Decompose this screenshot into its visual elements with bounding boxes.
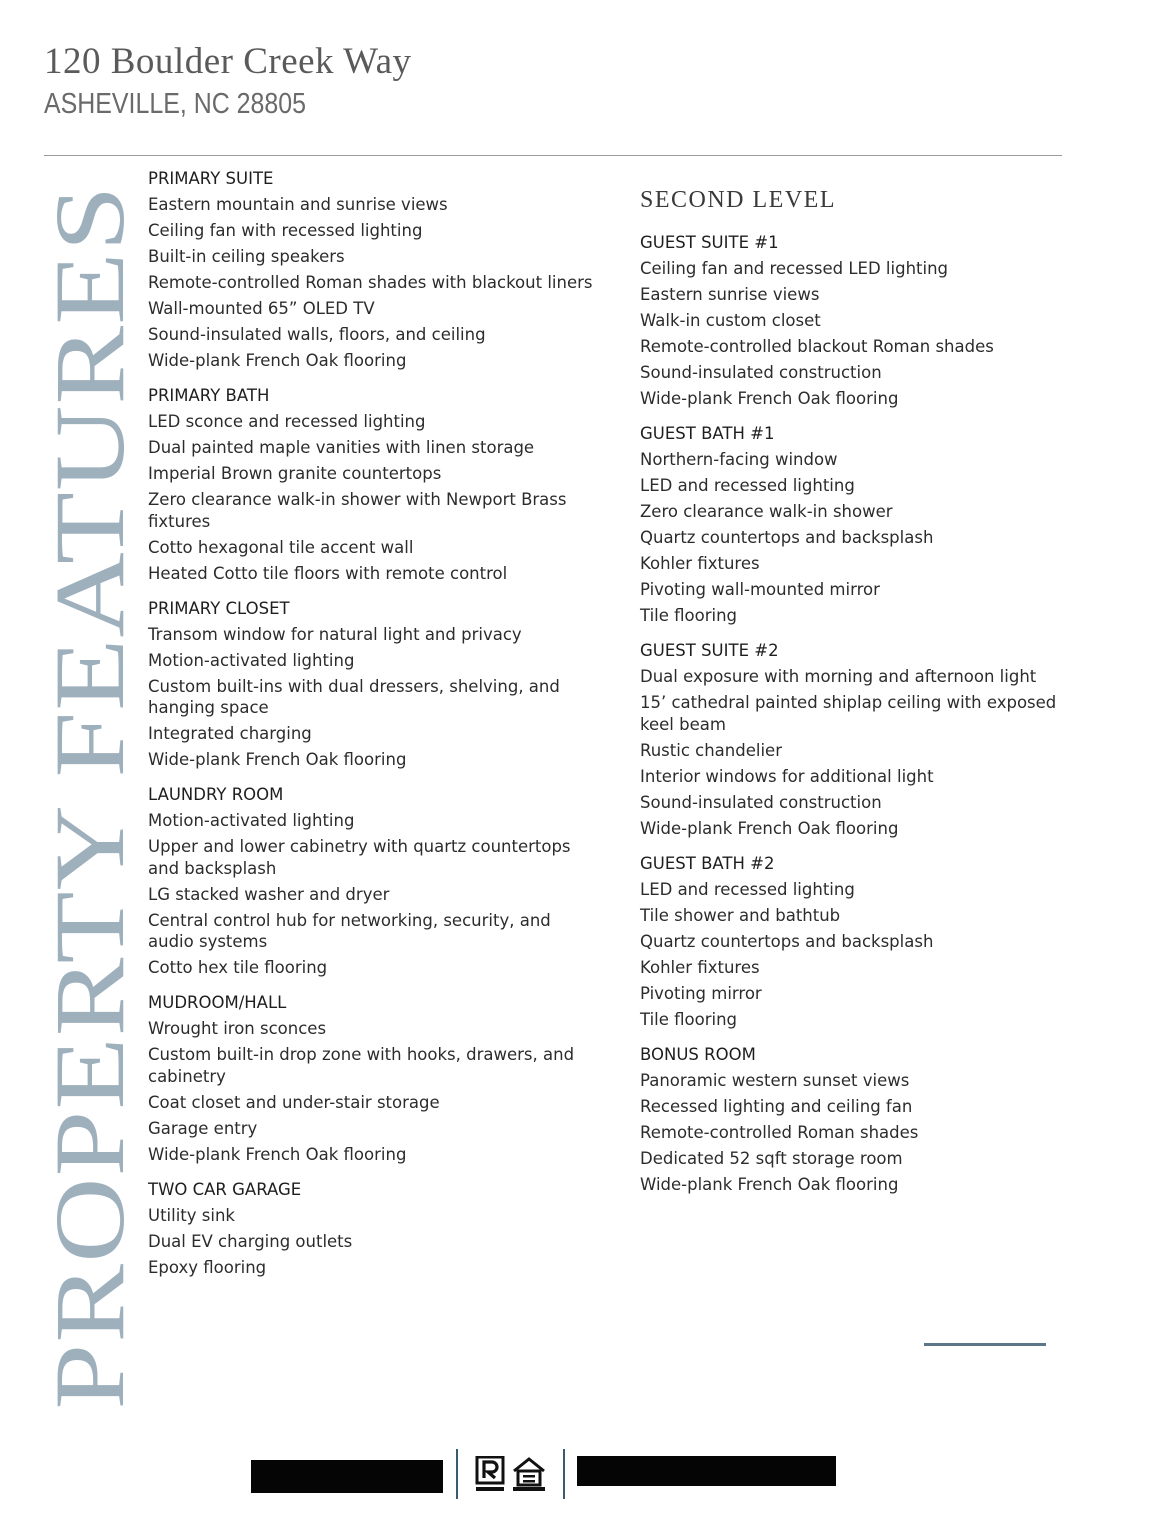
feature-item: Remote-controlled blackout Roman shades <box>640 337 994 357</box>
feature-item: Garage entry <box>148 1118 258 1138</box>
feature-item: Sound-insulated construction <box>640 363 882 383</box>
feature-item: Cotto hexagonal tile accent wall <box>148 537 414 557</box>
feature-item: Tile shower and bathtub <box>640 905 841 925</box>
footer-divider <box>563 1449 565 1499</box>
feature-item: Quartz countertops and backsplash <box>640 528 934 548</box>
feature-item: Motion-activated lighting <box>148 811 355 831</box>
feature-section <box>640 230 1080 412</box>
feature-item: LED and recessed lighting <box>640 476 855 496</box>
feature-item: Zero clearance walk-in shower <box>640 502 893 522</box>
feature-item: Sound-insulated construction <box>640 792 882 812</box>
feature-item: Heated Cotto tile floors with remote control <box>148 563 508 583</box>
footer-redacted-block-right <box>577 1456 836 1486</box>
feature-item: Dual EV charging outlets <box>148 1231 353 1251</box>
feature-item: Integrated charging <box>148 724 312 744</box>
footer-redacted-block-left <box>251 1460 443 1493</box>
feature-item: Cotto hex tile flooring <box>148 958 328 978</box>
section-heading: TWO CAR GARAGE <box>148 1179 302 1199</box>
feature-item: Recessed lighting and ceiling fan <box>640 1096 913 1116</box>
feature-item: Zero clearance walk-in shower with Newport Brass fixtures <box>148 490 567 531</box>
feature-item: Dedicated 52 sqft storage room <box>640 1148 903 1168</box>
feature-item: Wide-plank French Oak flooring <box>640 389 899 409</box>
feature-item: LG stacked washer and dryer <box>148 884 390 904</box>
address-line-2: ASHEVILLE, NC 28805 <box>44 88 307 120</box>
header-divider <box>44 155 1062 156</box>
section-heading: MUDROOM/HALL <box>148 993 287 1012</box>
feature-item: Remote-controlled Roman shades with blackout liners <box>148 273 593 293</box>
feature-section <box>640 1042 1080 1198</box>
level-heading: SECOND LEVEL <box>640 187 836 213</box>
realtor-logo-icon <box>475 1456 505 1494</box>
feature-item: Sound-insulated walls, floors, and ceiling <box>148 325 486 345</box>
feature-item: Wide-plank French Oak flooring <box>640 1174 899 1194</box>
feature-item: Coat closet and under-stair storage <box>148 1092 440 1112</box>
feature-item: Eastern sunrise views <box>640 285 820 305</box>
feature-item: Quartz countertops and backsplash <box>640 931 934 951</box>
feature-item: Transom window for natural light and privacy <box>148 624 522 644</box>
side-title-container <box>34 184 145 1410</box>
feature-item: Kohler fixtures <box>640 554 760 574</box>
feature-item: LED and recessed lighting <box>640 879 855 899</box>
side-title: PROPERTY FEATURES <box>34 184 145 1410</box>
section-heading: PRIMARY SUITE <box>148 169 274 188</box>
feature-section <box>640 421 1080 629</box>
feature-item: Eastern mountain and sunrise views <box>148 195 448 215</box>
feature-item: Wall-mounted 65” OLED TV <box>148 299 375 319</box>
section-heading: GUEST BATH #2 <box>640 853 775 873</box>
feature-item: Pivoting mirror <box>640 983 762 1003</box>
feature-item: Tile flooring <box>640 1009 738 1029</box>
feature-item: Walk-in custom closet <box>640 311 821 331</box>
feature-item: Epoxy flooring <box>148 1257 267 1277</box>
feature-item: Ceiling fan with recessed lighting <box>148 221 423 241</box>
feature-item: LED sconce and recessed lighting <box>148 412 426 432</box>
feature-item: Central control hub for networking, security, and audio systems <box>148 910 551 952</box>
right-feature-column <box>640 166 1080 1207</box>
feature-section <box>148 596 598 774</box>
equal-housing-icon <box>511 1456 547 1494</box>
feature-section <box>148 1177 598 1281</box>
section-heading: GUEST SUITE #2 <box>640 641 779 660</box>
decorative-accent-line <box>924 1343 1046 1346</box>
section-heading: PRIMARY CLOSET <box>148 598 290 618</box>
feature-item: Wrought iron sconces <box>148 1019 327 1039</box>
feature-item: Rustic chandelier <box>640 740 782 760</box>
feature-item: Interior windows for additional light <box>640 766 934 786</box>
section-heading: LAUNDRY ROOM <box>148 785 284 804</box>
feature-item: Built-in ceiling speakers <box>148 247 345 267</box>
feature-item: Custom built-ins with dual dressers, shelving, and hanging space <box>148 676 560 718</box>
feature-item: Tile flooring <box>640 606 738 626</box>
footer-divider <box>456 1449 458 1499</box>
feature-item: Remote-controlled Roman shades <box>640 1122 919 1142</box>
feature-item: Wide-plank French Oak flooring <box>148 351 407 371</box>
feature-item: 15’ cathedral painted shiplap ceiling with exposed keel beam <box>640 693 1057 734</box>
feature-item: Dual painted maple vanities with linen storage <box>148 438 535 458</box>
feature-item: Northern-facing window <box>640 450 838 470</box>
feature-item: Upper and lower cabinetry with quartz countertops and backsplash <box>148 837 571 878</box>
feature-item: Pivoting wall-mounted mirror <box>640 580 880 600</box>
feature-section <box>148 383 598 587</box>
section-heading: GUEST SUITE #1 <box>640 233 779 252</box>
feature-item: Utility sink <box>148 1205 235 1225</box>
right-sections <box>640 230 1080 1198</box>
feature-item: Wide-plank French Oak flooring <box>148 1144 407 1164</box>
feature-item: Kohler fixtures <box>640 957 760 977</box>
feature-section <box>640 851 1080 1033</box>
left-feature-column <box>148 166 598 1290</box>
address-line-1: 120 Boulder Creek Way <box>44 41 412 82</box>
section-heading: GUEST BATH #1 <box>640 424 775 443</box>
section-heading: PRIMARY BATH <box>148 386 270 405</box>
feature-section <box>148 782 598 981</box>
feature-item: Wide-plank French Oak flooring <box>148 750 407 770</box>
feature-item: Imperial Brown granite countertops <box>148 464 442 484</box>
feature-item: Custom built-in drop zone with hooks, drawers, and cabinetry <box>148 1045 575 1086</box>
feature-item: Ceiling fan and recessed LED lighting <box>640 259 949 279</box>
feature-section <box>640 638 1080 842</box>
feature-section <box>148 990 598 1168</box>
feature-item: Panoramic western sunset views <box>640 1070 910 1090</box>
feature-item: Motion-activated lighting <box>148 650 355 670</box>
feature-item: Dual exposure with morning and afternoon light <box>640 667 1037 687</box>
section-heading: BONUS ROOM <box>640 1044 756 1064</box>
feature-item: Wide-plank French Oak flooring <box>640 818 899 838</box>
feature-section <box>148 166 598 374</box>
